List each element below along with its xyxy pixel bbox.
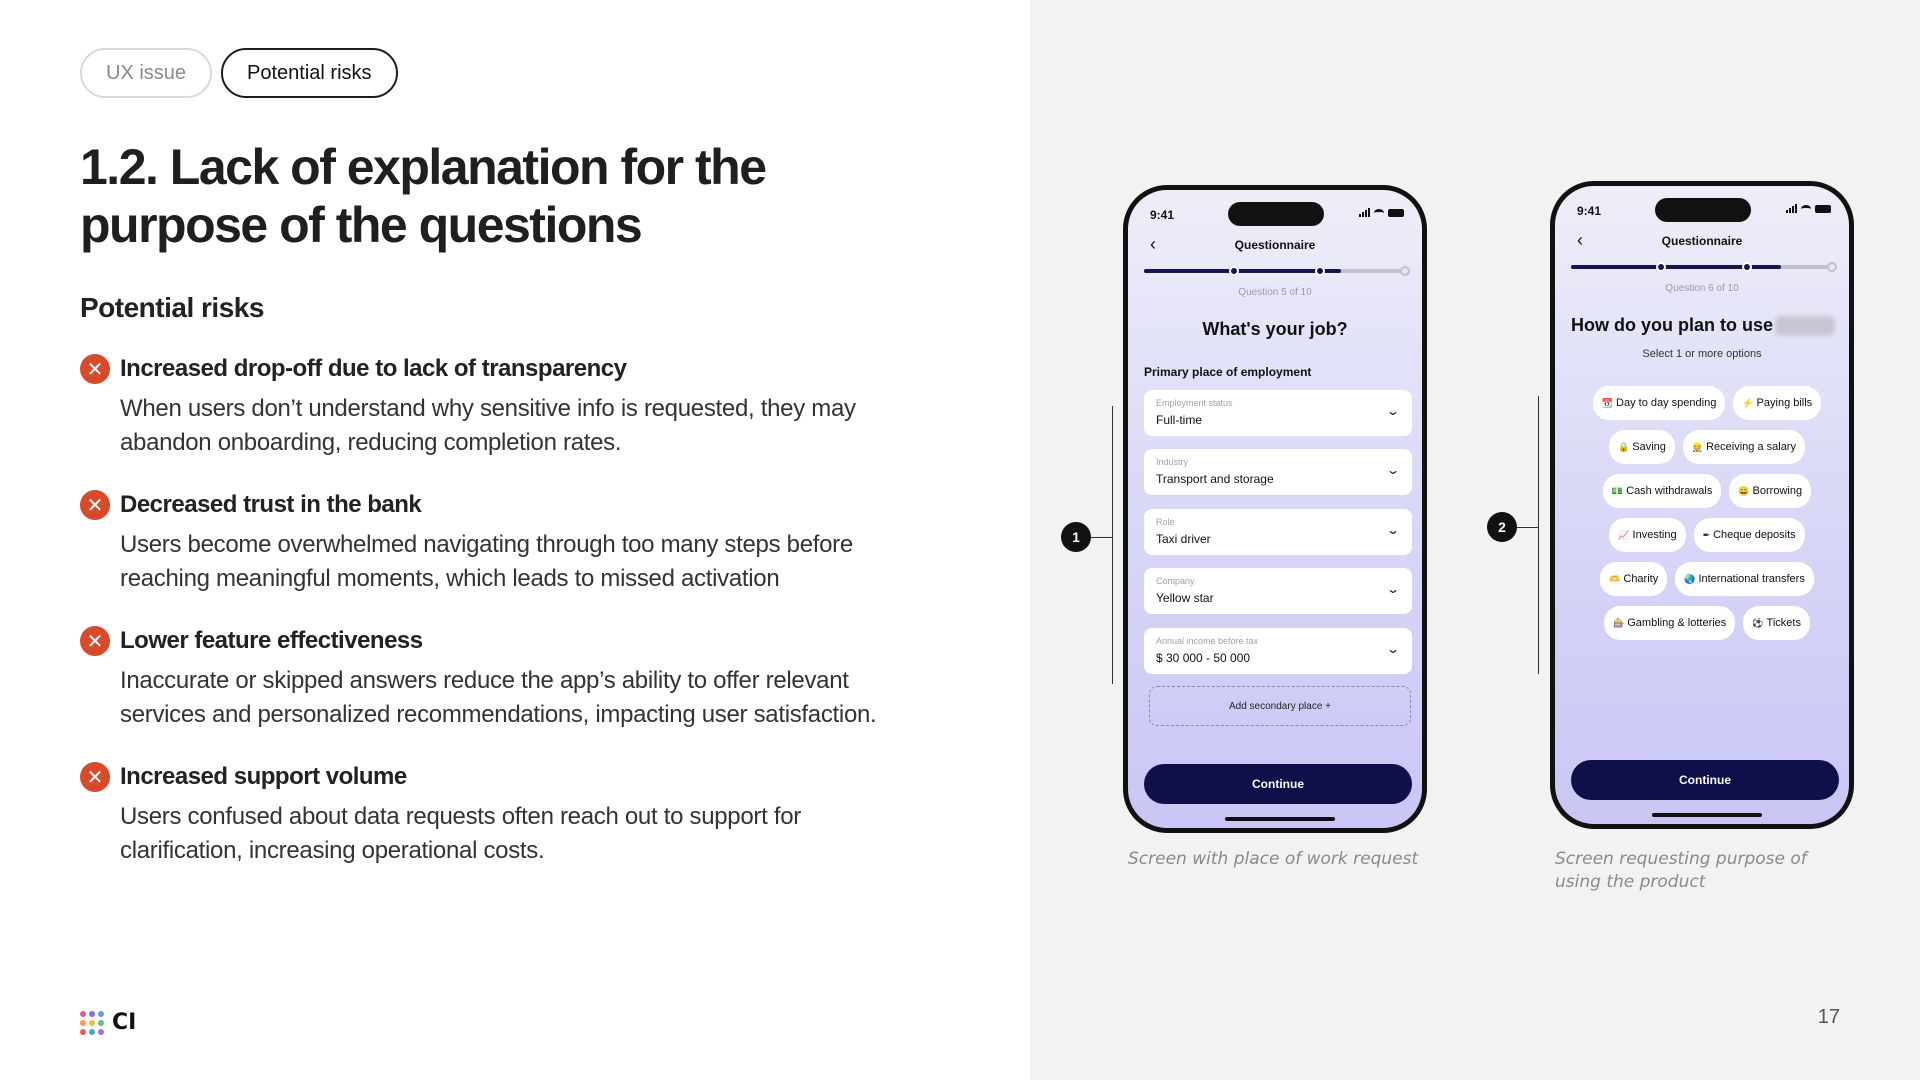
question-counter: Question 6 of 10 (1665, 283, 1739, 294)
risk-title: Lower feature effectiveness (120, 627, 423, 654)
field-value: Taxi driver (1156, 532, 1211, 546)
question-title (1571, 315, 1854, 336)
signal-icon (1359, 208, 1370, 217)
close-icon: ✕ (80, 762, 110, 792)
phone-mockup-employment (1123, 185, 1427, 833)
field-label: Industry (1156, 457, 1189, 467)
option-chip[interactable] (1733, 386, 1821, 420)
wifi-icon (1374, 209, 1384, 217)
progress-step (1400, 266, 1410, 276)
back-arrow-icon[interactable]: ‹ (1150, 234, 1156, 254)
signal-icon (1786, 204, 1797, 213)
progress-fill (1144, 269, 1341, 273)
chip-emoji-icon: ⚡ (1742, 397, 1754, 408)
tab-switcher (80, 48, 398, 98)
chip-label: Borrowing (1752, 485, 1803, 497)
risk-description: When users don’t understand why sensitive info is requested, they may abandon onboarding, reducing completion rates. (120, 395, 856, 456)
progress-bar (1571, 265, 1833, 269)
status-icons (1359, 208, 1404, 217)
question-title: What's your job? (1202, 319, 1348, 339)
battery-icon (1388, 209, 1404, 217)
company-select[interactable] (1144, 568, 1412, 614)
chip-label: Charity (1623, 573, 1659, 585)
phone-mockup-purpose (1550, 181, 1854, 829)
option-chip[interactable] (1609, 518, 1685, 552)
risk-item (80, 760, 880, 896)
option-chip[interactable] (1729, 474, 1811, 508)
home-indicator (1652, 813, 1762, 817)
field-label: Annual income before tax (1156, 636, 1259, 646)
home-indicator (1225, 817, 1335, 821)
option-chip[interactable] (1683, 430, 1805, 464)
risk-item (80, 488, 880, 624)
chip-label: Saving (1632, 441, 1666, 453)
chevron-down-icon: ⌄ (1385, 523, 1401, 537)
company-logo (80, 1010, 136, 1035)
progress-step (1656, 262, 1666, 272)
progress-step (1827, 262, 1837, 272)
back-arrow-icon[interactable]: ‹ (1577, 230, 1583, 250)
annotation-connector (1090, 537, 1112, 538)
progress-step (1229, 266, 1239, 276)
chip-label: Paying bills (1756, 397, 1813, 409)
option-chip[interactable] (1694, 518, 1805, 552)
logo-dots-icon (80, 1011, 104, 1035)
chip-emoji-icon: 🌏 (1684, 573, 1696, 584)
chip-label: Receiving a salary (1706, 441, 1796, 453)
page-number: 17 (1817, 1006, 1840, 1028)
progress-bar (1144, 269, 1406, 273)
close-icon: ✕ (80, 490, 110, 520)
risk-item (80, 352, 880, 488)
chip-label: Cheque deposits (1713, 529, 1796, 541)
role-select[interactable] (1144, 509, 1412, 555)
chip-label: Investing (1632, 529, 1677, 541)
close-icon: ✕ (80, 626, 110, 656)
risk-title: Increased drop-off due to lack of transparency (120, 355, 627, 382)
chip-emoji-icon: ✒ (1702, 529, 1711, 540)
caption-phone-1: Screen with place of work request (1128, 849, 1419, 869)
chip-emoji-icon: 📈 (1618, 529, 1630, 540)
chip-label: Gambling & lotteries (1627, 617, 1727, 629)
nav-title: Questionnaire (1234, 238, 1316, 252)
question-counter: Question 5 of 10 (1238, 287, 1312, 298)
chip-emoji-icon: 👷 (1691, 441, 1704, 452)
industry-select[interactable] (1144, 449, 1412, 495)
risk-title: Decreased trust in the bank (120, 491, 422, 518)
annotation-marker: 2 (1487, 512, 1517, 542)
field-label: Employment status (1156, 398, 1233, 408)
option-chip[interactable] (1675, 562, 1814, 596)
chip-emoji-icon: ⚽ (1752, 617, 1764, 628)
option-chip[interactable] (1609, 430, 1675, 464)
annotation-connector (1516, 527, 1538, 528)
risk-list (80, 352, 880, 896)
option-chips (1575, 386, 1839, 640)
tab-ux-issue[interactable]: UX issue (80, 48, 212, 98)
field-value: Yellow star (1156, 591, 1214, 605)
chevron-down-icon: ⌄ (1385, 463, 1401, 477)
selection-hint: Select 1 or more options (1642, 348, 1762, 360)
field-label: Company (1156, 576, 1195, 586)
risk-description: Users confused about data requests often reach out to support for clarification, increasing operational costs. (120, 803, 801, 864)
annotation-bracket (1538, 396, 1539, 674)
continue-button[interactable]: Continue (1144, 764, 1412, 804)
add-secondary-place-button[interactable]: Add secondary place + (1149, 686, 1411, 726)
option-chip[interactable] (1603, 474, 1721, 508)
progress-step (1315, 266, 1325, 276)
wifi-icon (1801, 205, 1811, 213)
field-label: Role (1156, 517, 1175, 527)
field-value: $ 30 000 - 50 000 (1156, 651, 1251, 665)
nav-title: Questionnaire (1661, 234, 1743, 248)
chip-label: Tickets (1766, 617, 1801, 629)
risk-description: Users become overwhelmed navigating through too many steps before reaching meaningful moments, which leads to missed activation (120, 531, 853, 592)
blurred-brand-name (1775, 316, 1835, 336)
progress-step (1742, 262, 1752, 272)
section-label: Primary place of employment (1144, 365, 1312, 379)
option-chip[interactable] (1604, 606, 1735, 640)
chevron-down-icon: ⌄ (1385, 404, 1401, 418)
chevron-down-icon: ⌄ (1385, 582, 1401, 596)
question-text: How do you plan to use (1571, 315, 1773, 335)
page-title: 1.2. Lack of explanation for the purpose of the questions (80, 139, 766, 253)
dynamic-island (1655, 198, 1751, 222)
chip-emoji-icon: 💵 (1611, 485, 1624, 496)
risk-item (80, 624, 880, 760)
status-time: 9:41 (1577, 204, 1602, 218)
tab-potential-risks[interactable]: Potential risks (221, 48, 398, 98)
chip-emoji-icon: 📆 (1601, 397, 1614, 408)
continue-button[interactable]: Continue (1571, 760, 1839, 800)
chip-emoji-icon: 😀 (1738, 485, 1750, 496)
chip-label: Day to day spending (1616, 397, 1717, 409)
annotation-bracket (1112, 406, 1113, 684)
field-value: Transport and storage (1156, 472, 1274, 486)
option-chip[interactable] (1743, 606, 1810, 640)
chip-label: Cash withdrawals (1626, 485, 1713, 497)
dynamic-island (1228, 202, 1324, 226)
annotation-marker: 1 (1061, 522, 1091, 552)
battery-icon (1815, 205, 1831, 213)
risk-title: Increased support volume (120, 763, 407, 790)
income-select[interactable] (1144, 628, 1412, 674)
chip-label: International transfers (1698, 573, 1805, 585)
logo-text: CI (112, 1010, 137, 1035)
caption-phone-2: Screen requesting purpose of using the product (1555, 849, 1807, 892)
status-icons (1786, 204, 1831, 213)
close-icon: ✕ (80, 354, 110, 384)
chip-emoji-icon: 🎰 (1613, 617, 1625, 628)
employment-status-select[interactable] (1144, 390, 1412, 436)
option-chip[interactable] (1593, 386, 1726, 420)
risk-description: Inaccurate or skipped answers reduce the app’s ability to offer relevant services and personalized recommendations, impacting user satisfaction. (120, 667, 877, 728)
chevron-down-icon: ⌄ (1385, 642, 1401, 656)
section-subtitle: Potential risks (80, 292, 264, 323)
chip-emoji-icon: 🔒 (1618, 441, 1630, 452)
field-value: Full-time (1156, 413, 1203, 427)
status-time: 9:41 (1150, 208, 1175, 222)
chip-emoji-icon: 🫶 (1609, 573, 1621, 584)
option-chip[interactable] (1600, 562, 1667, 596)
